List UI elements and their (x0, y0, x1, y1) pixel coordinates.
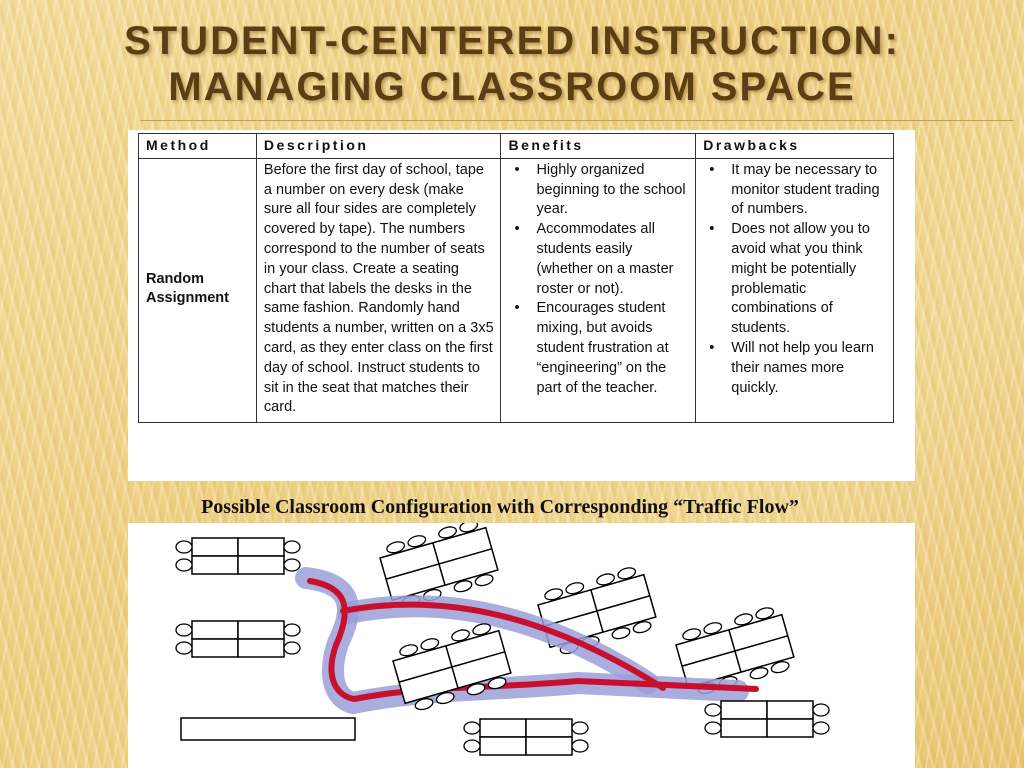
list-item: • Will not help you learn their names more quickly. (731, 339, 887, 398)
seating-methods-table (138, 133, 894, 423)
desk-group (705, 701, 829, 737)
teacher-desk (181, 718, 355, 740)
desk-group (176, 621, 300, 657)
desk-group (176, 538, 300, 574)
drawbacks-list (703, 161, 887, 399)
list-item: • Accommodates all students easily (whether on a master roster or not). (536, 220, 689, 299)
header-benefits: Benefits (501, 134, 696, 159)
header-description: Description (256, 134, 501, 159)
seating-methods-table-card (128, 130, 915, 481)
list-item: • Does not allow you to avoid what you think might be potentially problematic combinations of students. (731, 220, 887, 339)
diagram-heading: Possible Classroom Configuration with Corresponding “Traffic Flow” (201, 496, 799, 518)
slide-title-line-2: MANAGING CLASSROOM SPACE (168, 65, 856, 109)
desk-pod (390, 620, 514, 714)
header-drawbacks: Drawbacks (696, 134, 894, 159)
slide-title-line-1: STUDENT-CENTERED INSTRUCTION: (124, 19, 900, 63)
benefits-cell (501, 158, 696, 422)
list-item: • Highly organized beginning to the school year. (536, 161, 689, 220)
classroom-diagram (128, 523, 915, 768)
list-item: • It may be necessary to monitor student trading of numbers. (731, 161, 887, 220)
classroom-layout-svg (128, 523, 915, 768)
table-row (139, 158, 894, 422)
benefits-list (508, 161, 689, 399)
slide-title (0, 18, 1024, 110)
header-method: Method (139, 134, 257, 159)
description-cell: Before the first day of school, tape a number on every desk (make sure all four sides are completely covered by tape). The numbers correspond to the number of seats in your class. Create a seating chart that labels the desks in the same fashion. Randomly hand students a number, written on a 3x5 card, as they enter class on the first day of school. Instruct students to sit in the seat that matches their card. (256, 158, 501, 422)
table-header-row (139, 134, 894, 159)
method-cell: Random Assignment (139, 158, 257, 422)
title-divider (140, 120, 1014, 121)
drawbacks-cell (696, 158, 894, 422)
desk-group (464, 719, 588, 755)
list-item: • Encourages student mixing, but avoids student frustration at “engineering” on the part of the teacher. (536, 299, 689, 398)
